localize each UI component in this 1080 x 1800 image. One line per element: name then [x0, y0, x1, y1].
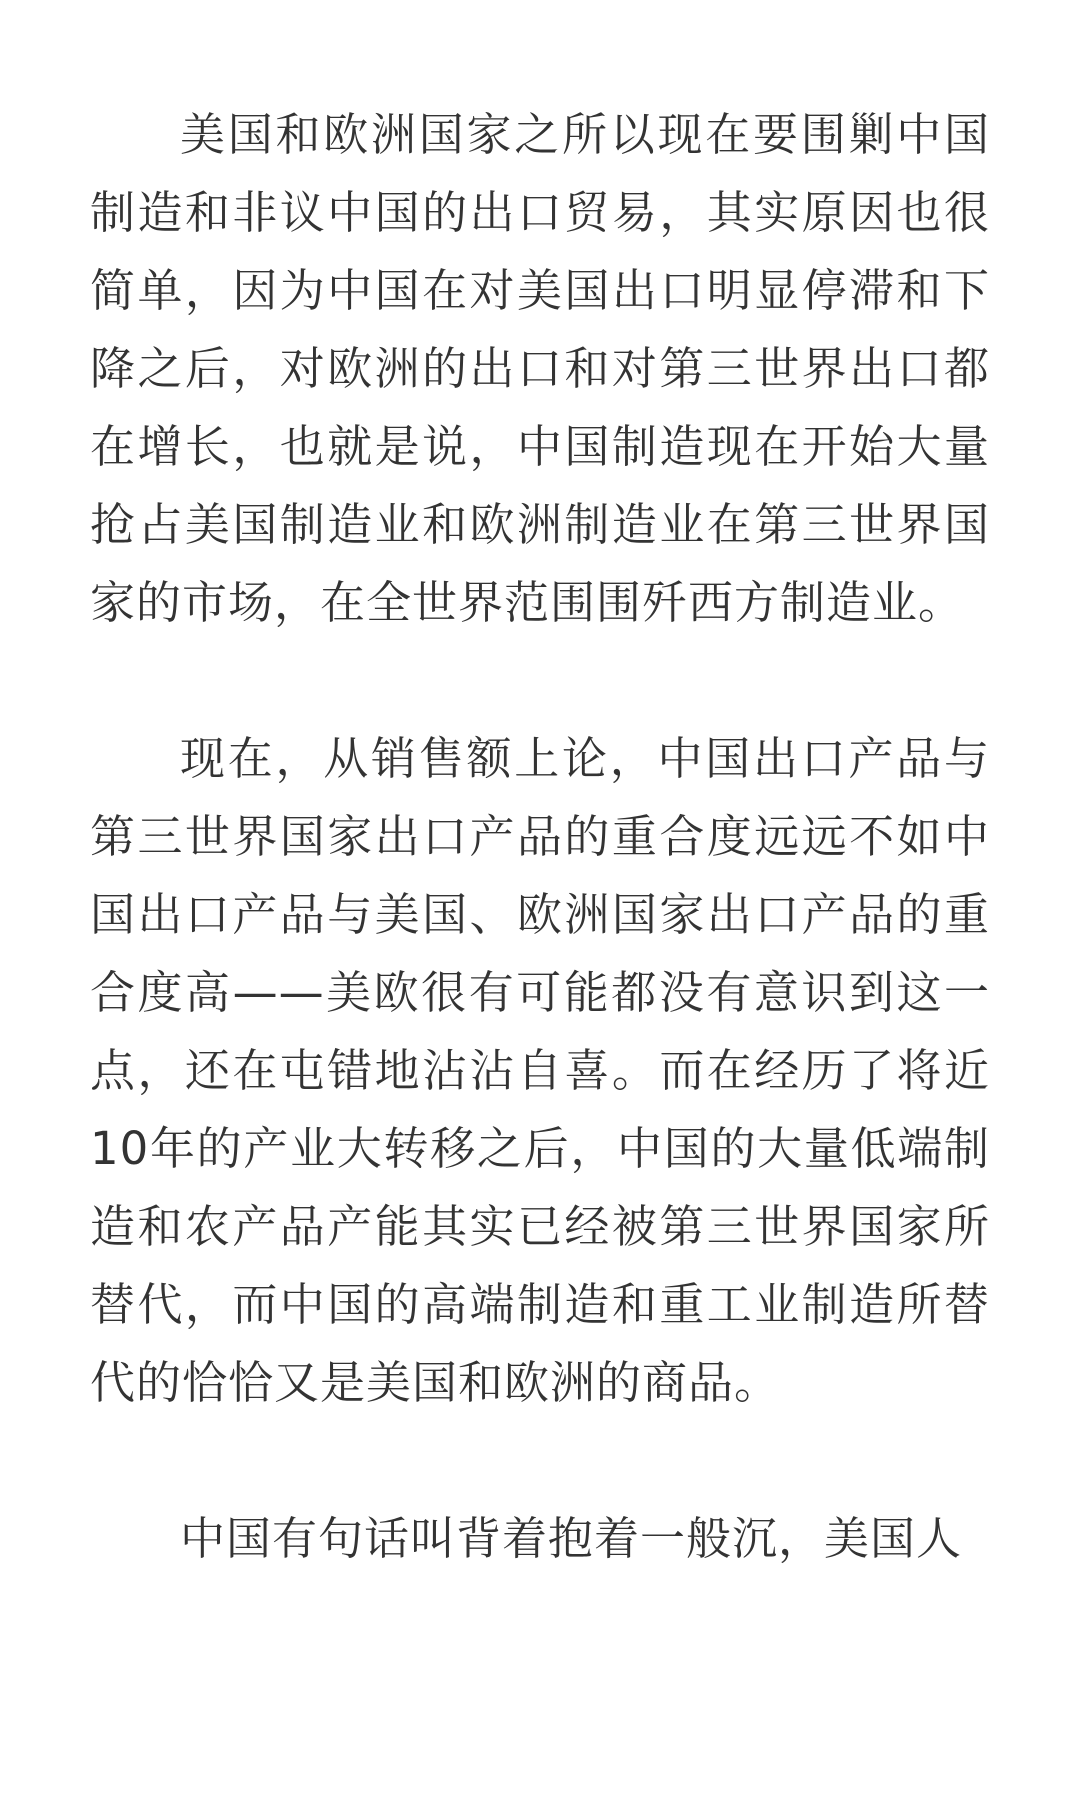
paragraph-3: 中国有句话叫背着抱着一般沉，美国人 [180, 1512, 963, 1565]
article-body [90, 96, 990, 1656]
paragraph-1: 美国和欧洲国家之所以现在要围剿中国制造和非议中国的出口贸易，其实原因也很简单，因为中国在对美国出口明显停滞和下降之后，对欧洲的出口和对第三世界出口都在增长，也就是说，中国制造现在开始大量抢占美国制造业和欧洲制造业在第三世界国家的市场，在全世界范围围歼西方制造业。 [90, 108, 990, 629]
paragraph-2: 现在，从销售额上论，中国出口产品与第三世界国家出口产品的重合度远远不如中国出口产品与美国、欧洲国家出口产品的重合度高——美欧很有可能都没有意识到这一点，还在屯错地沾沾自喜。而在经历了将近10年的产业大转移之后，中国的大量低端制造和农产品产能其实已经被第三世界国家所替代，而中国的高端制造和重工业制造所替代的恰恰又是美国和欧洲的商品。 [90, 732, 990, 1409]
